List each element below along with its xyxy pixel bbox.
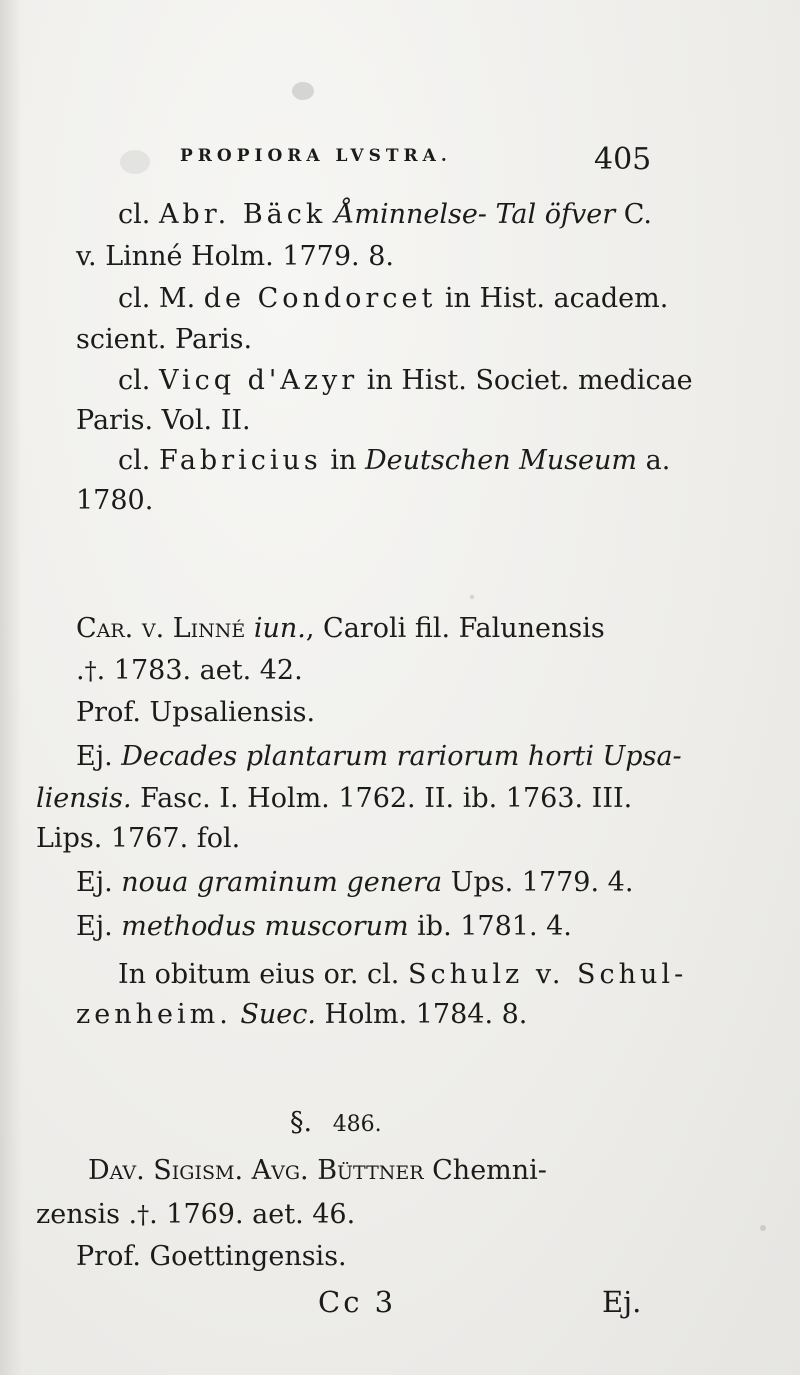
dagger-icon: † xyxy=(84,657,97,685)
linne-work-2 xyxy=(76,866,633,900)
work-title: Decades plantarum rariorum horti Upsa- xyxy=(121,741,682,772)
page-footer xyxy=(0,1285,800,1329)
language-abbr: Suec. xyxy=(240,999,316,1030)
entry-prefix: cl. xyxy=(118,199,151,230)
linne-death-line: .†. 1783. aet. 42. xyxy=(76,655,303,686)
entry-prefix: cl. xyxy=(118,365,151,396)
linne-heading xyxy=(76,612,605,646)
linne-profession: Prof. Upsaliensis. xyxy=(76,697,316,728)
work-title: noua graminum genera xyxy=(121,867,443,898)
entry-condorcet-line1 xyxy=(118,282,668,316)
author-name: Car. v. Linné xyxy=(76,613,246,644)
catchword: Ej. xyxy=(602,1285,642,1319)
paper-speck xyxy=(292,82,314,100)
section-number: 486. xyxy=(332,1112,382,1137)
entry-text: , Caroli fil. Falunensis xyxy=(305,613,605,644)
entry-text: Fasc. I. Holm. 1762. II. ib. 1763. III. xyxy=(140,783,633,814)
paper-speck xyxy=(470,595,474,599)
entry-text: in xyxy=(330,445,357,476)
entry-vicq-line1 xyxy=(118,364,693,398)
linne-obitum-line2 xyxy=(76,998,527,1032)
linne-work-1-line3: Lips. 1767. fol. xyxy=(36,823,241,854)
page-number: 405 xyxy=(594,142,652,177)
author-name: zenheim. xyxy=(76,999,232,1030)
entry-vicq-line2: Paris. Vol. II. xyxy=(76,405,251,436)
signature-mark: Cc 3 xyxy=(318,1285,397,1319)
entry-condorcet-line2: scient. Paris. xyxy=(76,324,253,355)
entry-text: In obitum eius or. cl. xyxy=(118,959,400,990)
work-title: Deutschen Museum xyxy=(364,445,638,476)
author-name: Vicq d'Azyr xyxy=(158,365,359,396)
buttner-death-line xyxy=(36,1198,355,1232)
entry-text: zensis . xyxy=(36,1199,138,1230)
section-heading xyxy=(290,1106,382,1142)
paper-speck xyxy=(760,1225,766,1231)
entry-text: C. xyxy=(623,199,653,230)
entry-text: a. xyxy=(645,445,671,476)
entry-prefix: cl. xyxy=(118,445,151,476)
page-gutter-shadow xyxy=(0,0,22,1375)
work-title: methodus muscorum xyxy=(121,911,409,942)
linne-obitum-line1 xyxy=(118,958,687,992)
entry-back-line2: v. Linné Holm. 1779. 8. xyxy=(76,241,394,272)
author-name: Abr. Bäck xyxy=(158,199,327,230)
work-title: liensis. xyxy=(36,783,132,814)
section-mark: §. xyxy=(290,1107,313,1138)
death-date: . 1769. aet. 46. xyxy=(149,1199,356,1230)
dagger-icon: † xyxy=(137,1201,150,1229)
buttner-profession: Prof. Goettingensis. xyxy=(76,1241,347,1272)
running-head: PROPIORA LVSTRA. xyxy=(180,146,452,166)
entry-back-line1 xyxy=(118,198,652,232)
buttner-heading xyxy=(88,1154,547,1188)
linne-work-3 xyxy=(76,910,572,944)
entry-prefix: cl. M. xyxy=(118,283,196,314)
ejusdem-abbr: Ej. xyxy=(76,911,113,942)
linne-work-1-line2 xyxy=(36,782,632,816)
linne-work-1-line1 xyxy=(76,740,682,774)
entry-text: in Hist. academ. xyxy=(444,283,669,314)
page-header xyxy=(0,142,800,182)
author-name: de Condorcet xyxy=(203,283,437,314)
entry-text: Chemni- xyxy=(432,1155,547,1186)
author-name: Schulz v. Schul- xyxy=(407,959,688,990)
work-title: Åminnelse- Tal öfver xyxy=(334,199,616,230)
author-name: Fabricius xyxy=(158,445,322,476)
ejusdem-abbr: Ej. xyxy=(76,867,113,898)
ejusdem-abbr: Ej. xyxy=(76,741,113,772)
entry-fabricius-line1 xyxy=(118,444,670,478)
author-name: Dav. Sigism. Avg. Büttner xyxy=(88,1155,424,1186)
entry-fabricius-line2: 1780. xyxy=(76,485,154,516)
entry-text: ib. 1781. 4. xyxy=(417,911,572,942)
entry-text: Holm. 1784. 8. xyxy=(324,999,528,1030)
death-date: 1783. aet. 42. xyxy=(113,655,303,686)
entry-text: Ups. 1779. 4. xyxy=(450,867,634,898)
author-suffix: iun. xyxy=(253,613,306,644)
entry-text: in Hist. Societ. medicae xyxy=(366,365,693,396)
